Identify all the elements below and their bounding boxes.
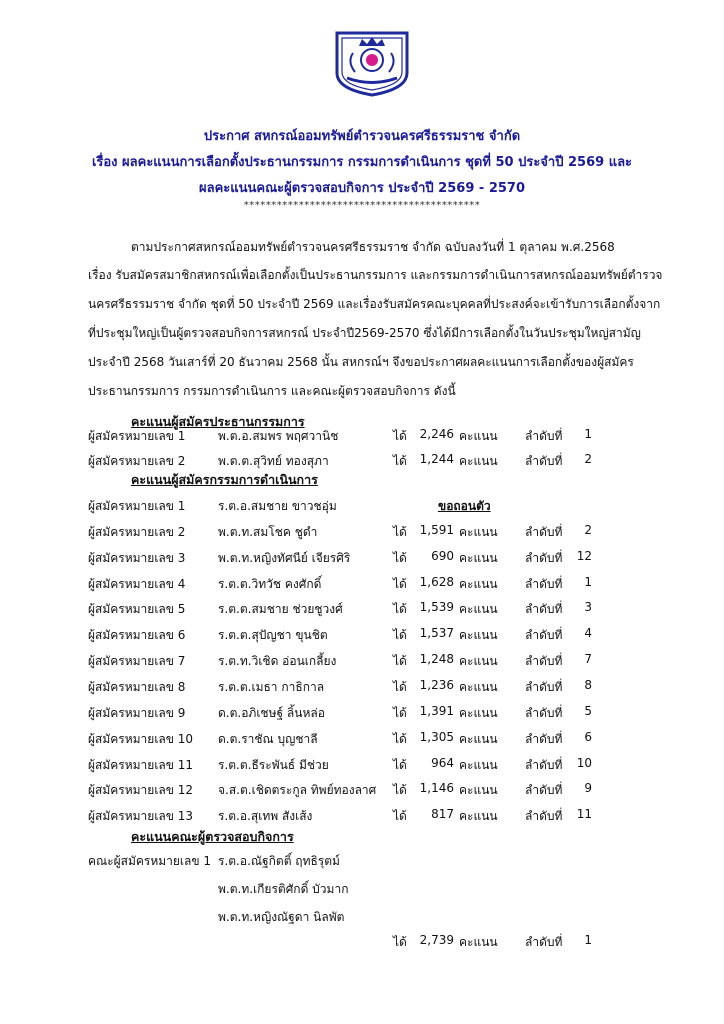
points-label: คะแนน xyxy=(459,524,498,539)
intro-line: เรื่อง รับสมัครสมาชิกสหกรณ์เพื่อเลือกตั้งเป็นประธานกรรมการ และกรรมการดำเนินการสหกรณ์ออมทรัพย์ตำรวจ xyxy=(88,268,663,282)
points-label: คะแนน xyxy=(459,654,498,669)
vote-count: 1,537 xyxy=(419,626,454,641)
rank-label: ลำดับที่ xyxy=(525,602,563,617)
candidate-name: ด.ต.อภิเชษฐ์ ลิ้นหล่อ xyxy=(218,705,325,720)
rank-label: ลำดับที่ xyxy=(525,576,563,591)
announcement-subject-cont: ผลคะแนนคณะผู้ตรวจสอบกิจการ ประจำปี 2569 - 2570 xyxy=(199,181,525,196)
rank-value: 6 xyxy=(584,729,592,744)
vote-count: 1,248 xyxy=(419,652,454,667)
rank-label: ลำดับที่ xyxy=(525,731,563,746)
got-label: ได้ xyxy=(393,602,407,617)
candidate-name: ร.ต.อ.สมชาย ขาวชอุ่ม xyxy=(218,499,337,513)
vote-count: 1,236 xyxy=(419,677,454,692)
announcement-subject: เรื่อง ผลคะแนนการเลือกตั้งประธานกรรมการ กรรมการดำเนินการ ชุดที่ 50 ประจำปี 2569 และ xyxy=(91,155,633,170)
rank-value: 4 xyxy=(584,626,592,641)
rank-value: 1 xyxy=(584,933,592,947)
candidate-name: ร.ต.ต.เมธา กาธิกาล xyxy=(218,679,325,694)
rank-value: 10 xyxy=(576,755,592,770)
got-label: ได้ xyxy=(393,679,407,694)
points-label: คะแนน xyxy=(459,628,498,643)
points-label: คะแนน xyxy=(459,429,498,443)
candidate-number: ผู้สมัครหมายเลข 3 xyxy=(88,550,186,565)
got-label: ได้ xyxy=(393,454,407,468)
rank-value: 2 xyxy=(584,452,592,466)
got-label: ได้ xyxy=(393,429,407,443)
candidate-number: ผู้สมัครหมายเลข 8 xyxy=(88,679,186,694)
vote-count: 964 xyxy=(431,755,454,770)
candidate-number: ผู้สมัครหมายเลข 4 xyxy=(88,576,186,591)
candidate-name: จ.ส.ต.เชิดตระกูล ทิพย์ทองลาศ xyxy=(218,783,377,798)
candidate-name: ร.ต.ท.วิเชิด อ่อนเกลี้ยง xyxy=(218,654,337,669)
rank-value: 8 xyxy=(584,677,592,692)
withdrawn-label: ขอถอนตัว xyxy=(438,499,491,513)
candidate-number: ผู้สมัครหมายเลข 2 xyxy=(88,524,186,539)
got-label: ได้ xyxy=(393,705,407,720)
points-label: คะแนน xyxy=(459,550,498,565)
points-label: คะแนน xyxy=(459,809,498,824)
rank-label: ลำดับที่ xyxy=(525,524,563,539)
got-label: ได้ xyxy=(393,809,407,824)
candidate-number: ผู้สมัครหมายเลข 2 xyxy=(88,454,186,468)
candidate-name: ร.ต.ต.สุปัญชา ขุนชิต xyxy=(218,628,328,643)
candidate-name: พ.ต.ท.หญิงทัศนีย์ เจียรศิริ xyxy=(218,550,351,565)
candidate-number: ผู้สมัครหมายเลข 5 xyxy=(88,602,186,617)
header-divider: ******************************************* xyxy=(243,200,481,211)
rank-value: 1 xyxy=(584,574,592,589)
got-label: ได้ xyxy=(393,524,407,539)
rank-label: ลำดับที่ xyxy=(525,809,563,824)
rank-label: ลำดับที่ xyxy=(525,550,563,565)
auditor-section-heading: คะแนนคณะผู้ตรวจสอบกิจการ xyxy=(131,829,294,844)
got-label: ได้ xyxy=(393,757,407,772)
got-label: ได้ xyxy=(393,628,407,643)
candidate-name: พ.ต.ต.สุวิทย์ ทองสุภา xyxy=(218,454,329,468)
got-label: ได้ xyxy=(393,550,407,565)
rank-value: 2 xyxy=(584,522,592,537)
rank-label: ลำดับที่ xyxy=(525,705,563,720)
vote-count: 1,305 xyxy=(419,729,454,744)
points-label: คะแนน xyxy=(459,679,498,694)
candidate-number: ผู้สมัครหมายเลข 6 xyxy=(88,628,186,643)
rank-label: ลำดับที่ xyxy=(525,757,563,772)
vote-count: 690 xyxy=(431,548,454,563)
auditor-member-name: ร.ต.อ.ณัฐกิตติ์ ฤทธิรุตม์ xyxy=(218,854,340,868)
rank-label: ลำดับที่ xyxy=(525,429,563,443)
rank-value: 12 xyxy=(576,548,592,563)
vote-count: 1,146 xyxy=(419,781,454,796)
intro-line: ประจำปี 2568 วันเสาร์ที่ 20 ธันวาคม 2568 นั้น สหกรณ์ฯ จึงขอประกาศผลคะแนนการเลือกตั้งของผู้สมัคร xyxy=(88,355,634,369)
candidate-number: ผู้สมัครหมายเลข 13 xyxy=(88,809,194,824)
points-label: คะแนน xyxy=(459,454,498,468)
got-label: ได้ xyxy=(393,654,407,669)
candidate-number: ผู้สมัครหมายเลข 7 xyxy=(88,654,186,669)
rank-value: 11 xyxy=(576,807,592,822)
points-label: คะแนน xyxy=(459,757,498,772)
vote-count: 1,628 xyxy=(419,574,454,589)
candidate-name: ด.ต.ราชัณ บุญชาลี xyxy=(218,731,318,746)
vote-count: 2,739 xyxy=(419,933,454,947)
announcement-title: ประกาศ สหกรณ์ออมทรัพย์ตำรวจนครศรีธรรมราช จำกัด xyxy=(203,129,521,144)
points-label: คะแนน xyxy=(459,576,498,591)
vote-count: 817 xyxy=(431,807,454,822)
rank-value: 7 xyxy=(584,652,592,667)
got-label: ได้ xyxy=(393,576,407,591)
vote-count: 1,391 xyxy=(419,703,454,718)
candidate-number: ผู้สมัครหมายเลข 12 xyxy=(88,783,194,798)
candidate-name: พ.ต.อ.สมพร พฤศวานิช xyxy=(218,429,339,443)
rank-value: 9 xyxy=(584,781,592,796)
candidate-number: ผู้สมัครหมายเลข 1 xyxy=(88,429,186,443)
got-label: ได้ xyxy=(393,935,407,949)
candidate-name: พ.ต.ท.สมโชค ชูดำ xyxy=(218,524,318,539)
got-label: ได้ xyxy=(393,783,407,798)
rank-value: 1 xyxy=(584,427,592,441)
vote-count: 1,591 xyxy=(419,522,454,537)
intro-line: ที่ประชุมใหญ่เป็นผู้ตรวจสอบกิจการสหกรณ์ ประจำปี2569-2570 ซึ่งได้มีการเลือกตั้งในวันประชุมใหญ่สามัญ xyxy=(88,326,641,340)
auditor-candidate-number: คณะผู้สมัครหมายเลข 1 xyxy=(88,854,212,868)
rank-label: ลำดับที่ xyxy=(525,935,563,949)
candidate-name: ร.ต.อ.สุเทพ สังเส้ง xyxy=(218,809,313,824)
intro-line: นครศรีธรรมราช จำกัด ชุดที่ 50 ประจำปี 2569 และเรื่องรับสมัครคณะบุคคลที่ประสงค์จะเข้ารับการเลือกตั้งจาก xyxy=(88,297,661,311)
candidate-number: ผู้สมัครหมายเลข 9 xyxy=(88,705,186,720)
got-label: ได้ xyxy=(393,731,407,746)
intro-line: ประธานกรรมการ กรรมการดำเนินการ และคณะผู้ตรวจสอบกิจการ ดังนี้ xyxy=(88,384,456,398)
rank-value: 5 xyxy=(584,703,592,718)
vote-count: 1,244 xyxy=(419,452,454,466)
points-label: คะแนน xyxy=(459,731,498,746)
candidate-number: ผู้สมัครหมายเลข 10 xyxy=(88,731,194,746)
rank-value: 3 xyxy=(584,600,592,615)
candidate-name: ร.ต.ต.วิทวัช คงศักดิ์ xyxy=(218,576,322,591)
points-label: คะแนน xyxy=(459,705,498,720)
points-label: คะแนน xyxy=(459,783,498,798)
rank-label: ลำดับที่ xyxy=(525,654,563,669)
rank-label: ลำดับที่ xyxy=(525,628,563,643)
candidate-number: ผู้สมัครหมายเลข 11 xyxy=(88,757,194,772)
vote-count: 2,246 xyxy=(419,427,454,441)
intro-line: ตามประกาศสหกรณ์ออมทรัพย์ตำรวจนครศรีธรรมราช จำกัด ฉบับลงวันที่ 1 ตุลาคม พ.ศ.2568 xyxy=(131,240,615,254)
vote-count: 1,539 xyxy=(419,600,454,615)
points-label: คะแนน xyxy=(459,602,498,617)
rank-label: ลำดับที่ xyxy=(525,454,563,468)
candidate-name: ร.ต.ต.ธีระพันธ์ มีช่วย xyxy=(218,757,329,772)
rank-label: ลำดับที่ xyxy=(525,783,563,798)
committee-section-heading: คะแนนผู้สมัครกรรมการดำเนินการ xyxy=(131,472,318,487)
rank-label: ลำดับที่ xyxy=(525,679,563,694)
auditor-member-name: พ.ต.ท.เกียรติศักดิ์ บัวมาก xyxy=(218,882,349,896)
chair-section-heading: คะแนนผู้สมัครประธานกรรมการ xyxy=(131,414,305,429)
cooperative-emblem-icon xyxy=(331,29,413,97)
auditor-member-name: พ.ต.ท.หญิงณัฐดา นิลพัต xyxy=(218,910,345,924)
candidate-number: ผู้สมัครหมายเลข 1 xyxy=(88,499,186,513)
points-label: คะแนน xyxy=(459,935,498,949)
candidate-name: ร.ต.ต.สมชาย ช่วยชูวงศ์ xyxy=(218,602,343,617)
